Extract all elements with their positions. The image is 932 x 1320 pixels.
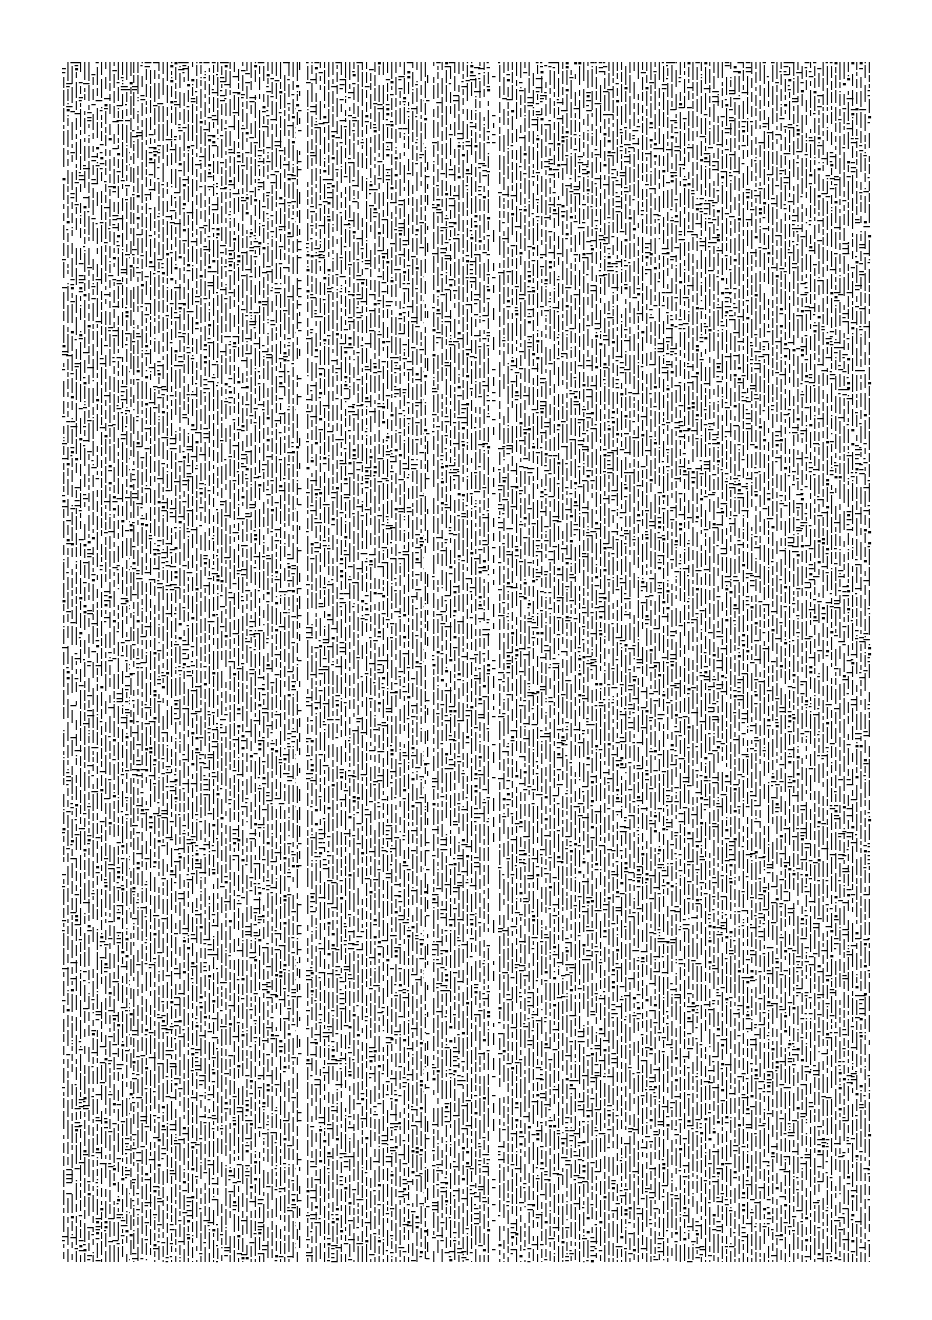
glyph-strokes [62, 62, 871, 1262]
